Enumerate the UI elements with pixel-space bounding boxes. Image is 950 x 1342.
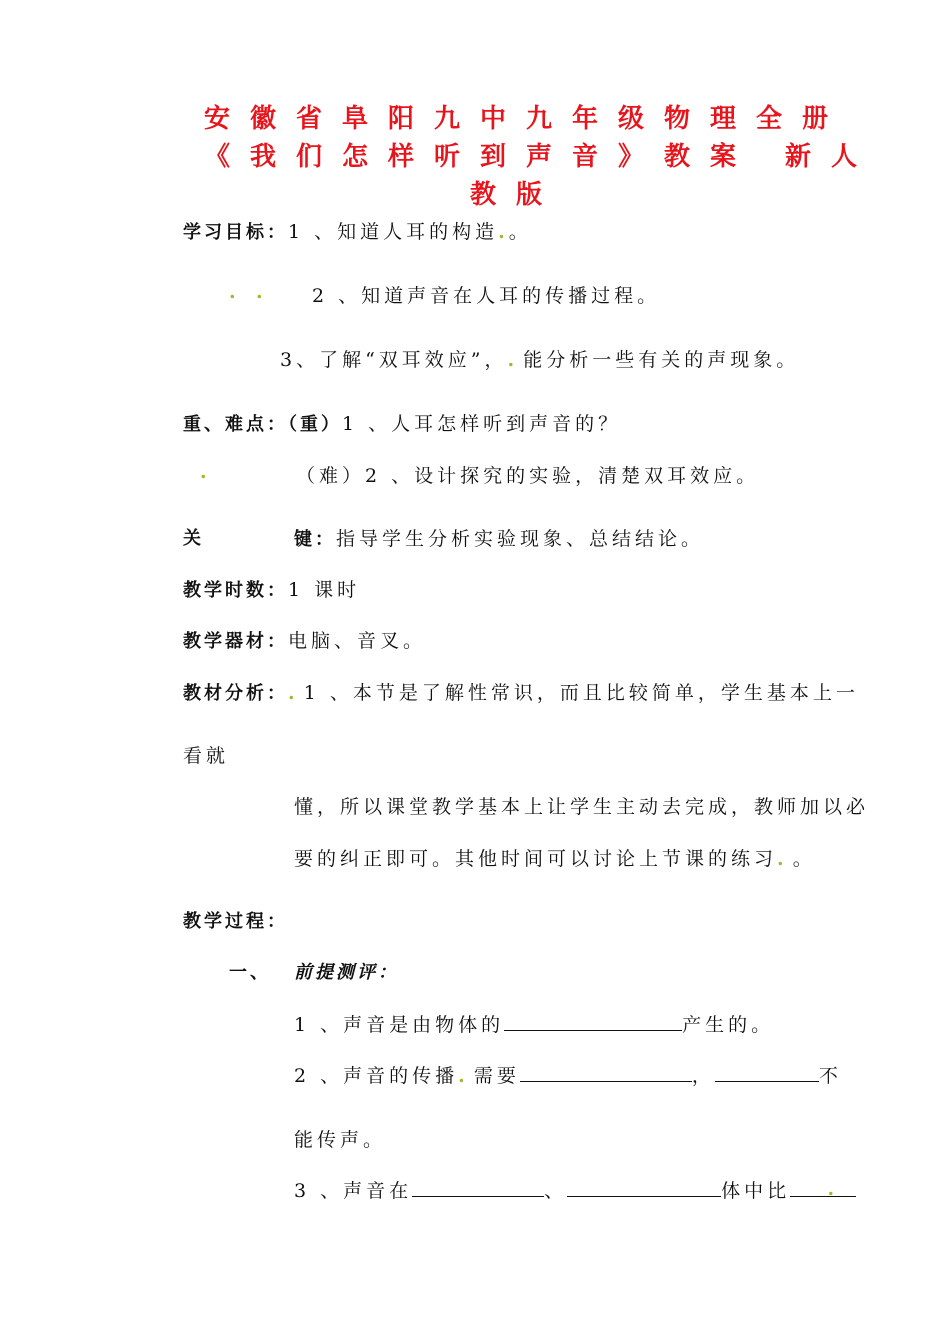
goal-2-text: 2 、知道声音在人耳的传播过程。 [312,285,661,307]
question-2 [294,1061,842,1088]
ink-mark: . [256,281,267,303]
key-text: 指导学生分析实验现象、总结结论。 [336,528,705,550]
page-title-line2: 《我们怎样听到声音》教案 新人 [204,142,878,172]
key-row [294,524,704,551]
hours-text: 1 课时 [288,579,361,601]
analysis-line-4-end: 。 [792,848,816,870]
goal-1-end: 。 [508,221,532,243]
question-2-text-e: 能传声。 [294,1129,387,1151]
answer-blank[interactable] [520,1063,692,1082]
question-3 [294,1176,856,1203]
key-point-tag: （重） [288,414,342,435]
question-3-text-a: 3 、声音在 [294,1180,413,1202]
page-title-line1: 安徽省阜阳九中九年级物理全册 [204,104,849,134]
ink-mark: . [229,281,240,303]
section-1-number: 一、 [229,962,271,983]
question-3-text-b: 、 [544,1180,568,1202]
question-2-text-d: 不 [818,1065,842,1087]
ink-mark: . [288,682,299,704]
section-1-title: 前提测评： [294,962,399,983]
ink-mark: . [777,848,788,870]
ink-mark: . [498,221,509,243]
question-3-text-c: 体中比 [721,1180,791,1202]
hours-row [183,575,360,602]
process-label: 教学过程： [183,911,288,932]
hours-label: 教学时数： [183,580,288,601]
analysis-line-3: 懂，所以课堂教学基本上让学生主动去完成，教师加以必 [294,796,870,818]
question-2-text-b: 需要 [473,1065,520,1087]
analysis-row-4 [294,844,816,871]
goal-1-text: 1 、知道人耳的构造 [288,221,499,243]
question-1-text-b: 产生的。 [682,1014,775,1036]
question-1-text-a: 1 、声音是由物体的 [294,1014,505,1036]
goals-row-3 [280,345,799,372]
ink-mark: . [827,1178,839,1200]
page-title-line3: 教版 [470,180,563,210]
analysis-row-1 [183,678,859,705]
analysis-line-1: 1 、本节是了解性常识，而且比较简单，学生基本上一 [303,682,859,704]
ink-mark: . [200,461,211,483]
key-points-label: 重、难点： [183,414,288,435]
goals-label: 学习目标： [183,222,288,243]
question-2-text-c: ， [691,1065,715,1087]
answer-blank[interactable] [567,1178,721,1197]
answer-blank[interactable] [790,1178,856,1200]
key-points-row-1 [183,409,621,436]
analysis-line-4: 要的纠正即可。其他时间可以讨论上节课的练习 [294,848,778,870]
key-point-1-text: 1 、人耳怎样听到声音的？ [342,413,622,435]
key-label-b: 键： [294,529,336,550]
key-label-a: 关 [183,528,204,549]
question-2-text-a: 2 、声音的传播 [294,1065,459,1087]
answer-blank[interactable] [412,1178,544,1197]
ink-mark: . [458,1065,469,1087]
answer-blank[interactable] [504,1012,682,1031]
analysis-label: 教材分析： [183,683,288,704]
equipment-text: 电脑、音叉。 [288,630,427,652]
question-1 [294,1010,774,1037]
ink-mark: . [507,349,519,371]
goal-3-text-b: 能分析一些有关的声现象。 [523,349,800,371]
answer-blank[interactable] [715,1063,819,1082]
goals-row-1 [183,217,532,244]
equipment-row [183,626,426,653]
goal-3-text-a: 3、了解“双耳效应”， [280,349,508,371]
key-point-2-text: （难）2 、设计探究的实验，清楚双耳效应。 [296,465,760,487]
analysis-line-2: 看就 [183,745,230,767]
equipment-label: 教学器材： [183,631,288,652]
